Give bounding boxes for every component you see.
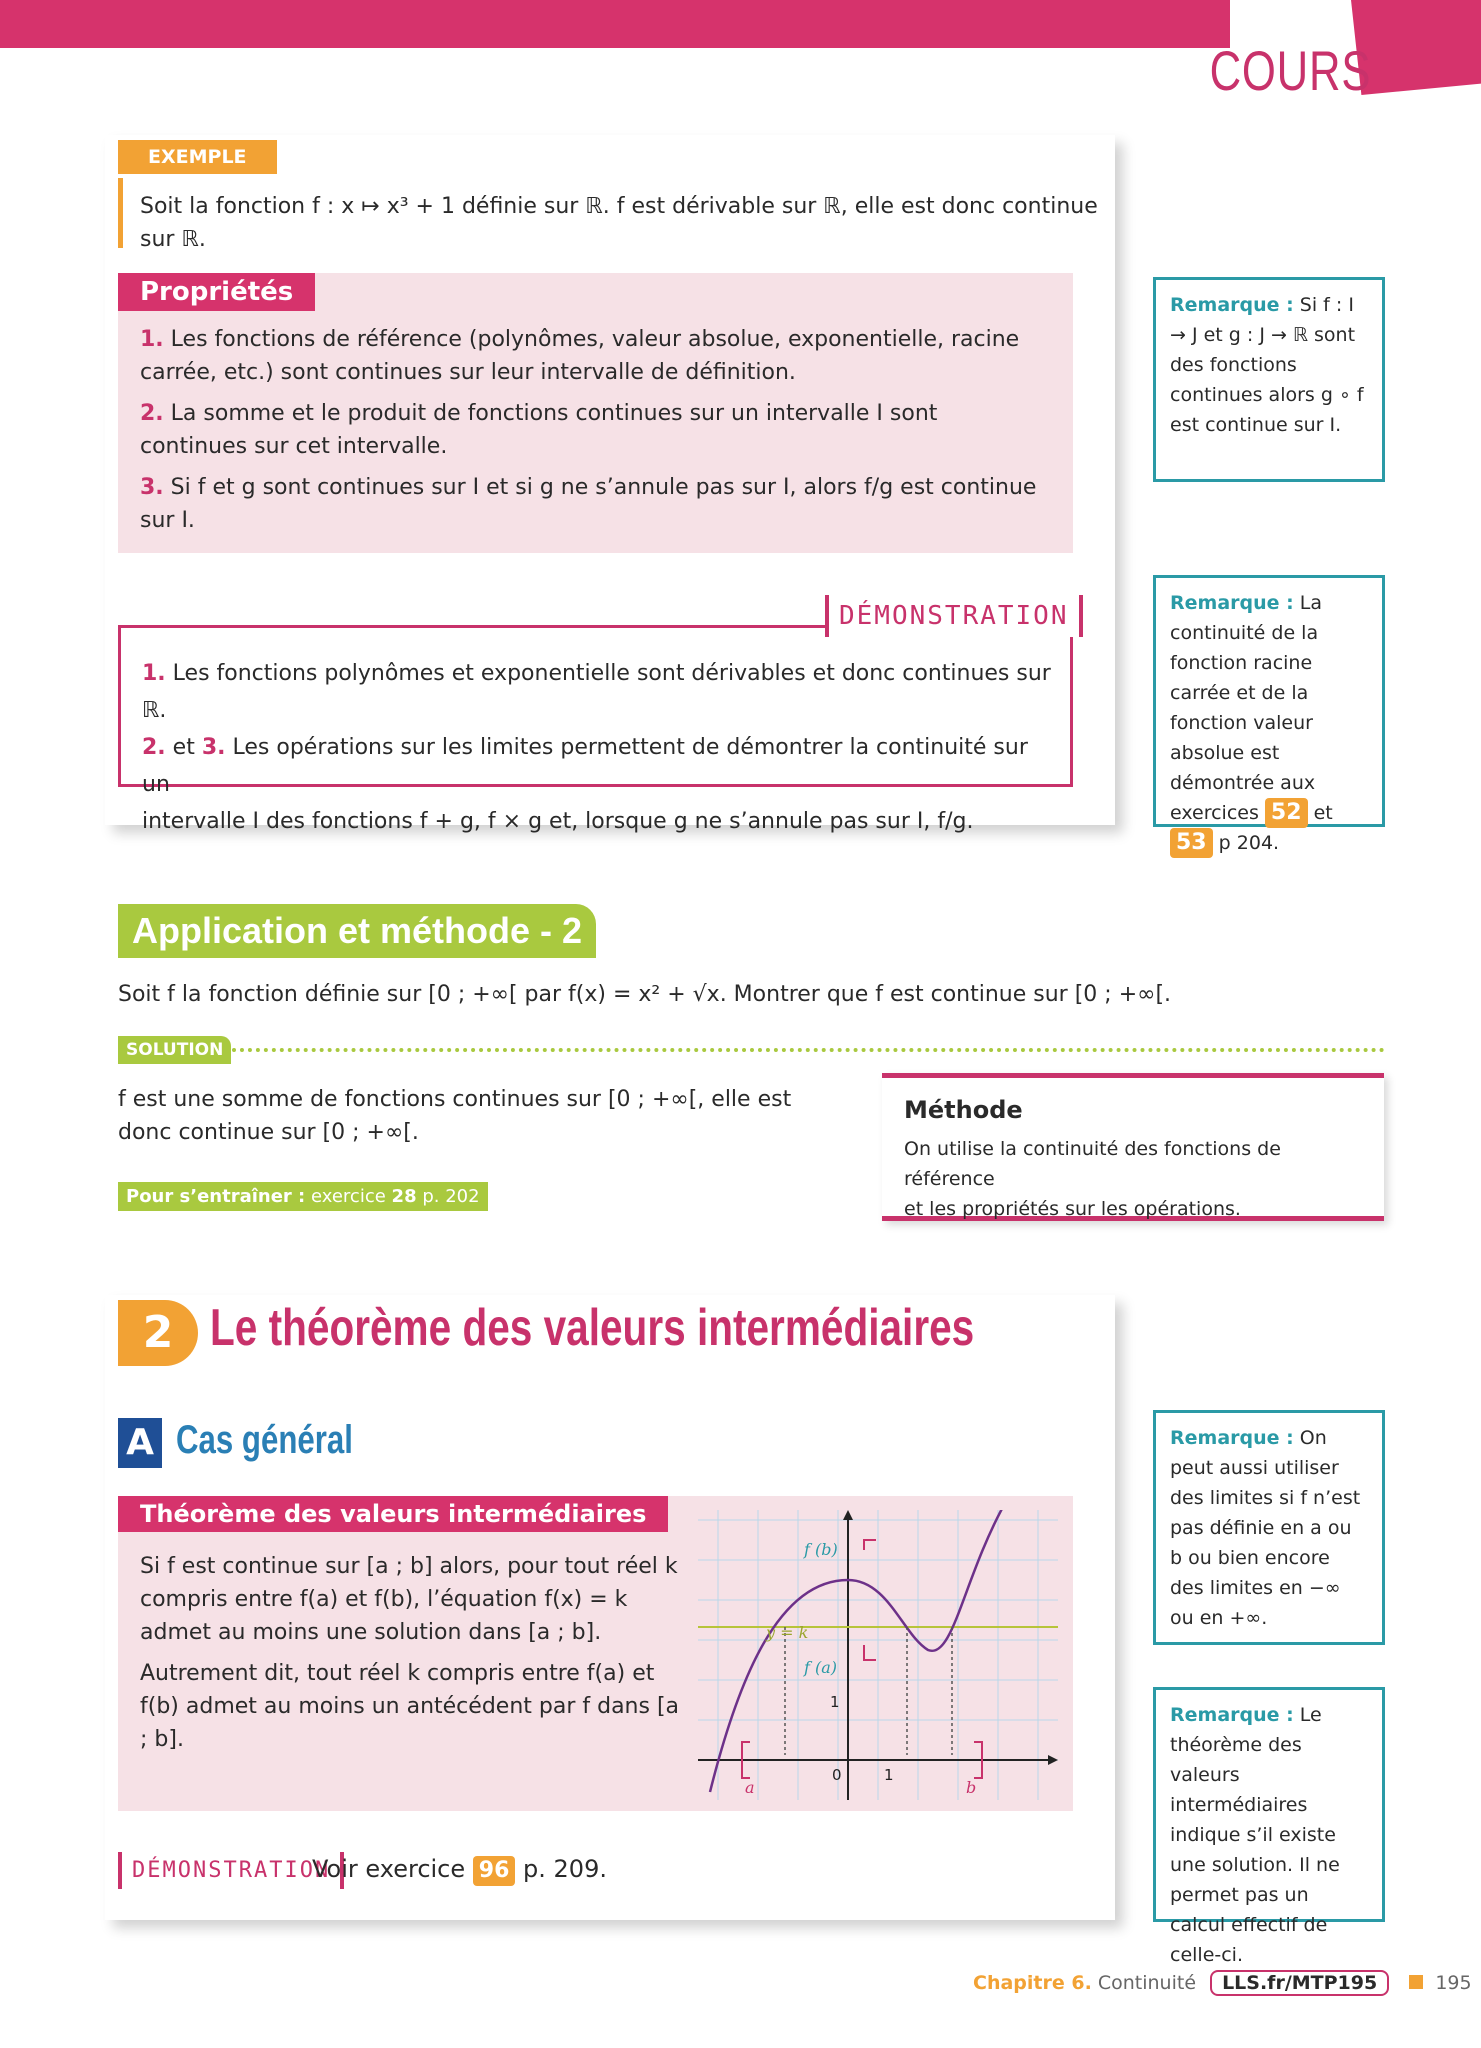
x-axis-arrow [1048,1755,1058,1765]
label-b: b [966,1778,977,1797]
label-fb: f (b) [804,1540,838,1559]
exemple-block [118,140,277,174]
graph-grid [698,1510,1058,1800]
remarque-2 [1153,575,1385,855]
demonstration-text [142,655,1062,840]
label-a: a [745,1778,755,1797]
section-title: Le théorème des valeurs intermédiaires [210,1299,975,1357]
label-one-x: 1 [884,1766,894,1784]
methode-box [882,1073,1384,1221]
page-number: 195 [1435,1972,1472,1994]
exemple-bar [118,178,123,248]
train-num: 28 [391,1186,417,1207]
solution-line-1: f est une somme de fonctions continues sur [0 ; +∞[, elle est [118,1087,792,1112]
y-axis-arrow [843,1510,853,1520]
exemple-text [140,190,1100,256]
footer-chapter: Chapitre 6. [973,1972,1092,1994]
solution-text [118,1083,818,1149]
demonstration-2-text [312,1855,607,1886]
exercise-badge-53[interactable]: 53 [1170,828,1213,858]
train-link[interactable] [118,1182,488,1211]
solution-tag: SOLUTION [118,1036,231,1064]
remarque-4-label: Remarque : [1170,1704,1294,1726]
remarque-2-end: p 204. [1218,832,1280,854]
demo-line-2: 2. et 3. Les opérations sur les limites permettent de démontrer la continuité sur un [142,735,1028,797]
subsection-letter: A [118,1418,162,1468]
remarque-1 [1153,277,1385,482]
solution-divider [232,1048,1385,1052]
label-one-y: 1 [830,1693,840,1711]
label-zero: 0 [832,1766,842,1784]
solution-line-2: donc continue sur [0 ; +∞[. [118,1120,419,1145]
train-label: Pour s’entraîner : [126,1186,306,1207]
footer [973,1970,1472,1996]
page-section-title: COURS [1209,39,1371,102]
demo2-text: Voir exercice [312,1855,466,1883]
theorem-p1: Si f est continue sur [a ; b] alors, pour tout réel k compris entre f(a) et f(b), l’équation f(x) = k admet au moins une solution dans [a ; b]. [140,1554,678,1645]
remarque-4-text: Le théorème des valeurs intermédiaires indique s’il existe une solution. Il ne permet pas un calcul effectif de celle-ci. [1170,1704,1340,1966]
demo-line-3: intervalle I des fonctions f + g, f × g et, lorsque g ne s’annule pas sur I, f/g. [142,809,974,834]
application-title: Application et méthode - 2 [118,904,596,958]
exercise-badge-96[interactable]: 96 [473,1856,516,1886]
subsection-title: Cas général [176,1418,353,1462]
exemple-line-1: Soit la fonction f : x ↦ x³ + 1 définie sur ℝ. f est dérivable sur ℝ, elle est donc continue [140,194,1098,219]
function-curve [710,1510,1004,1792]
propriete-3: 3. Si f et g sont continues sur I et si g ne s’annule pas sur I, alors f/g est continue sur I. [140,475,1037,533]
train-page: p. 202 [422,1186,480,1207]
methode-line-1: On utilise la continuité des fonctions de référence [904,1138,1281,1190]
section-number: 2 [118,1300,198,1366]
proprietes-list [140,323,1040,545]
header-bar [0,0,1230,48]
demonstration-2-tag: DÉMONSTRATION [118,1852,344,1889]
proprietes-title: Propriétés [118,273,315,311]
demo2-page: p. 209. [523,1855,607,1883]
remarque-2-label: Remarque : [1170,592,1294,614]
methode-title: Méthode [904,1096,1023,1124]
footer-link[interactable]: LLS.fr/MTP195 [1210,1970,1389,1996]
footer-square-icon [1409,1975,1423,1989]
demo-line-1: 1. Les fonctions polynômes et exponentielle sont dérivables et donc continues sur ℝ. [142,661,1051,723]
remarque-2-mid: et [1313,802,1333,824]
exemple-line-2: sur ℝ. [140,227,206,252]
label-fa: f (a) [804,1658,838,1677]
footer-chapter-name: Continuité [1097,1972,1197,1994]
remarque-3-text: On peut aussi utiliser des limites si f n’est pas définie en a ou b ou bien encore des limites en −∞ ou en +∞. [1170,1427,1361,1629]
propriete-2: 2. La somme et le produit de fonctions continues sur un intervalle I sont continues sur cet intervalle. [140,401,938,459]
remarque-3-label: Remarque : [1170,1427,1294,1449]
label-y-k: y = k [766,1623,809,1642]
train-text: exercice [311,1186,386,1207]
exemple-tag: EXEMPLE [118,140,277,174]
theorem-p2: Autrement dit, tout réel k compris entre f(a) et f(b) admet au moins un antécédent par f dans [a ; b]. [140,1661,680,1752]
exercise-badge-52[interactable]: 52 [1265,798,1308,828]
remarque-1-label: Remarque : [1170,294,1294,316]
methode-line-2: et les propriétés sur les opérations. [904,1198,1241,1220]
propriete-1: 1. Les fonctions de référence (polynômes, valeur absolue, exponentielle, racine carrée, etc.) sont continues sur leur intervalle de définition. [140,327,1020,385]
tvi-graph [698,1510,1058,1800]
remarque-1-text: Si f : I → J et g : J → ℝ sont des fonctions continues alors g ∘ f est continue sur I. [1170,294,1364,436]
remarque-3 [1153,1410,1385,1645]
application-statement: Soit f la fonction définie sur [0 ; +∞[ par f(x) = x² + √x. Montrer que f est continue sur [0 ; +∞[. [118,982,1172,1007]
interval-brackets [742,1540,982,1778]
theorem-text [140,1550,680,1756]
demonstration-tag: DÉMONSTRATION [825,595,1083,637]
solution-dashes [785,1627,952,1755]
theorem-title: Théorème des valeurs intermédiaires [118,1496,668,1532]
remarque-2-text: La continuité de la fonction racine carrée et de la fonction valeur absolue est démontrée aux exercices [1170,592,1323,824]
remarque-4 [1153,1687,1385,1966]
